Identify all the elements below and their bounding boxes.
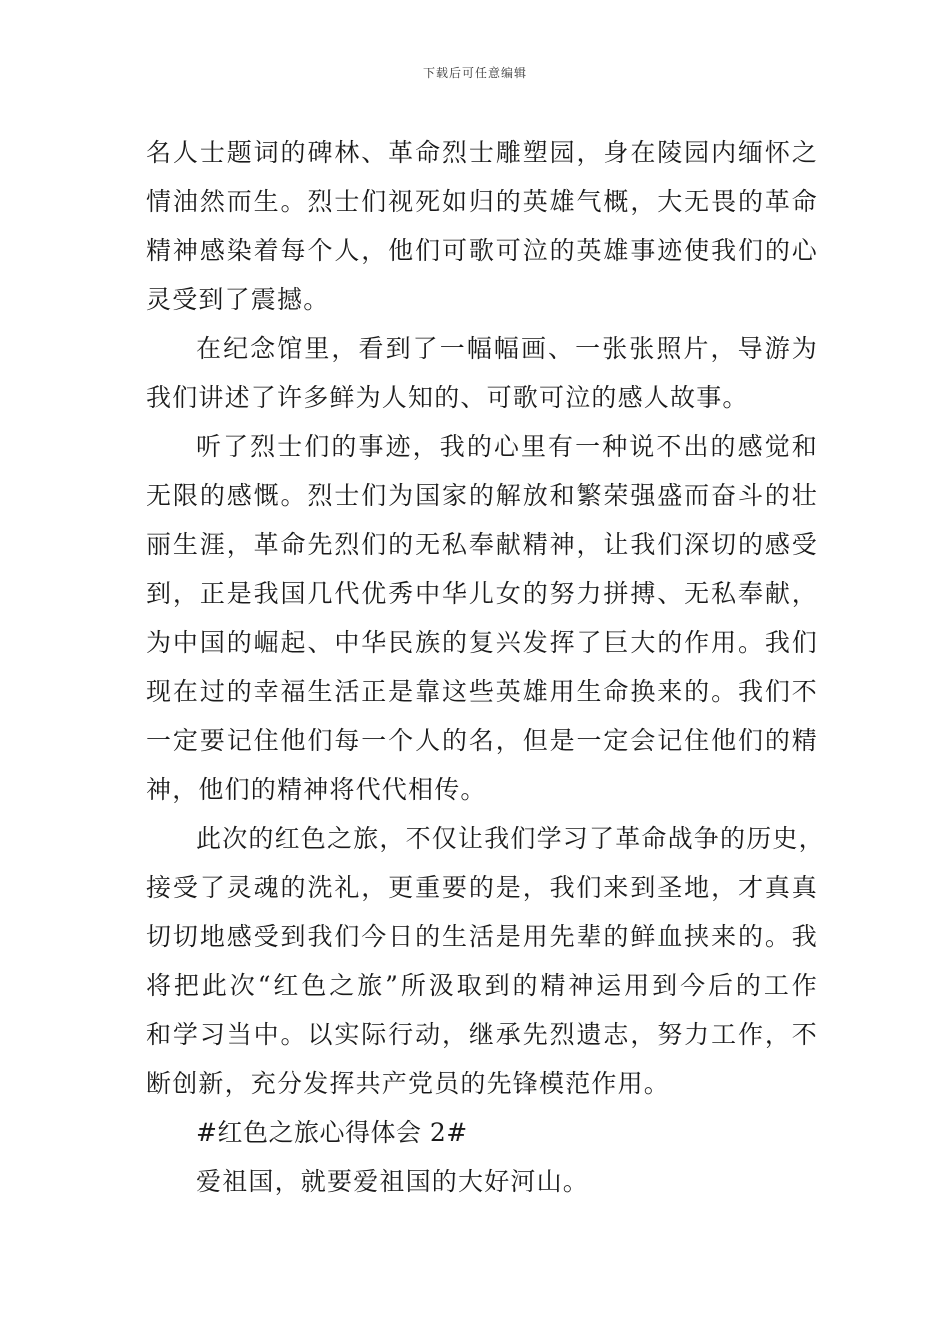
document-body bbox=[146, 128, 825, 1206]
paragraph-3 bbox=[146, 422, 818, 814]
text-line: 一定要记住他们每一个人的名，但是一定会记住他们的精 bbox=[146, 726, 818, 755]
text-line: 切切地感受到我们今日的生活是用先辈的鲜血挟来的。我 bbox=[146, 922, 818, 951]
text-line: 我们讲述了许多鲜为人知的、可歌可泣的感人故事。 bbox=[146, 383, 749, 412]
text-line: 丽生涯，革命先烈们的无私奉献精神，让我们深切的感受 bbox=[146, 530, 818, 559]
text-line: 接受了灵魂的洗礼，更重要的是，我们来到圣地，才真真 bbox=[146, 873, 818, 902]
text-line: 灵受到了震撼。 bbox=[146, 285, 330, 314]
text-line: 在纪念馆里，看到了一幅幅画、一张张照片，导游为 bbox=[196, 334, 818, 363]
paragraph-1 bbox=[146, 128, 818, 324]
text-line: 和学习当中。以实际行动，继承先烈遗志，努力工作，不 bbox=[146, 1020, 818, 1049]
text-line: 精神感染着每个人，他们可歌可泣的英雄事迹使我们的心 bbox=[146, 236, 818, 265]
section-heading: #红色之旅心得体会 2# bbox=[196, 1118, 468, 1147]
text-line: 将把此次“红色之旅”所汲取到的精神运用到今后的工作 bbox=[146, 971, 818, 1000]
text-line: 名人士题词的碑林、革命烈士雕塑园，身在陵园内缅怀之 bbox=[146, 138, 818, 167]
paragraph-2 bbox=[146, 324, 818, 422]
text-line: 此次的红色之旅，不仅让我们学习了革命战争的历史， bbox=[196, 824, 825, 853]
text-line: 听了烈士们的事迹，我的心里有一种说不出的感觉和 bbox=[196, 432, 818, 461]
closing-line: 爱祖国，就要爱祖国的大好河山。 bbox=[196, 1167, 590, 1196]
text-line: 到，正是我国几代优秀中华儿女的努力拼搏、无私奉献， bbox=[146, 579, 818, 608]
text-line: 神，他们的精神将代代相传。 bbox=[146, 775, 487, 804]
text-line: 断创新，充分发挥共产党员的先锋模范作用。 bbox=[146, 1069, 671, 1098]
text-line: 情油然而生。烈士们视死如归的英雄气概，大无畏的革命 bbox=[146, 187, 818, 216]
text-line: 现在过的幸福生活正是靠这些英雄用生命换来的。我们不 bbox=[146, 677, 818, 706]
text-line: 无限的感慨。烈士们为国家的解放和繁荣强盛而奋斗的壮 bbox=[146, 481, 818, 510]
page-header-note: 下载后可任意编辑 bbox=[422, 66, 527, 80]
text-line: 为中国的崛起、中华民族的复兴发挥了巨大的作用。我们 bbox=[146, 628, 818, 657]
paragraph-4 bbox=[146, 814, 825, 1108]
